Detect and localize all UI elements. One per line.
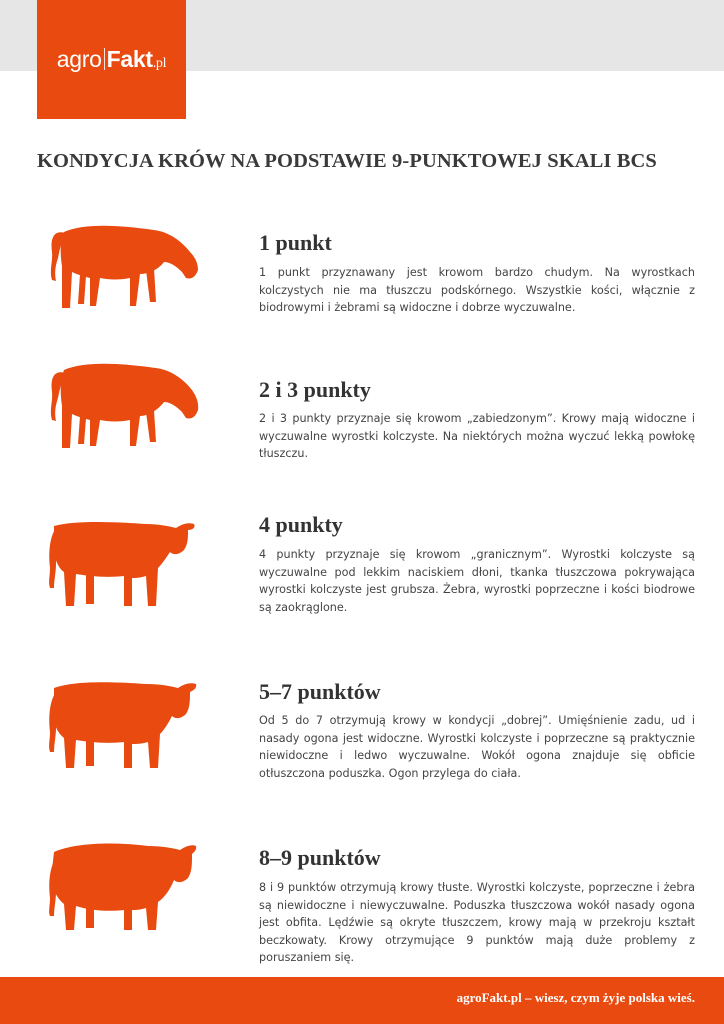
section-heading: 1 punkt (259, 230, 332, 255)
section-body: Od 5 do 7 otrzymują krowy w kondycji „dobrej”. Umięśnienie zadu, ud i nasady ogona jest widoczne. Wyrostki kolczyste i poprzeczne są praktycznie niewidoczne i ledwo wyczuwalne. Wokół ogona znajduje się obficie otłuszczona poduszka. Ogon przylega do ciała. (259, 714, 695, 780)
logo-separator (104, 48, 105, 70)
section-heading: 2 i 3 punkty (259, 377, 371, 402)
section-body: 4 punkty przyznaje się krowom „granicznym”. Wyrostki kolczyste są wyczuwalne pod lekkim naciskiem dłoni, tkanka tłuszczowa pokrywająca wyrostki kolczyste jest grubsza. Żebra, wyrostki poprzeczne i kości biodrowe są zaokrąglone. (259, 548, 695, 614)
logo[interactable] (37, 0, 186, 119)
section-body: 2 i 3 punkty przyznaje się krowom „zabiedzonym”. Krowy mają widoczne i wyczuwalne wyrostki kolczyste. Na niektórych można wyczuć lekką powłokę tłuszczu. (259, 412, 695, 461)
standing-cow-icon (46, 518, 198, 610)
logo-tld: .pl (152, 56, 167, 71)
thin-cow-icon (46, 358, 201, 450)
footer (0, 977, 724, 1024)
section-heading: 4 punkty (259, 512, 343, 537)
section-body: 1 punkt przyznawany jest krowom bardzo chudym. Na wyrostkach kolczystych nie ma tłuszczu podskórnego. Wszystkie kości, włącznie z biodrowymi i żebrami są widoczne i dobrze wyczuwalne. (259, 266, 695, 315)
fat-cow-icon (46, 842, 198, 934)
footer-tagline[interactable]: agroFakt.pl – wiesz, czym żyje polska wieś. (456, 990, 695, 1005)
page-title: KONDYCJA KRÓW NA PODSTAWIE 9-PUNKTOWEJ SKALI BCS (37, 150, 657, 172)
thin-cow-icon (46, 218, 201, 310)
logo-fakt: Fakt (106, 46, 153, 72)
logo-agro: agro (56, 46, 102, 72)
section-body: 8 i 9 punktów otrzymują krowy tłuste. Wyrostki kolczyste, poprzeczne i żebra są niewidoczne i niewyczuwalne. Poduszka tłuszczowa wokół nasady ogona jest obfita. Lędźwie są okryte tłuszczem, krowy mają w przekroju kształt beczkowaty. Krowy otrzymujące 9 punktów mają duże problemy z poruszaniem się. (259, 881, 695, 965)
section-heading: 8–9 punktów (259, 845, 381, 870)
section-heading: 5–7 punktów (259, 679, 381, 704)
standing-cow-icon (46, 680, 198, 772)
logo-text (57, 46, 166, 73)
